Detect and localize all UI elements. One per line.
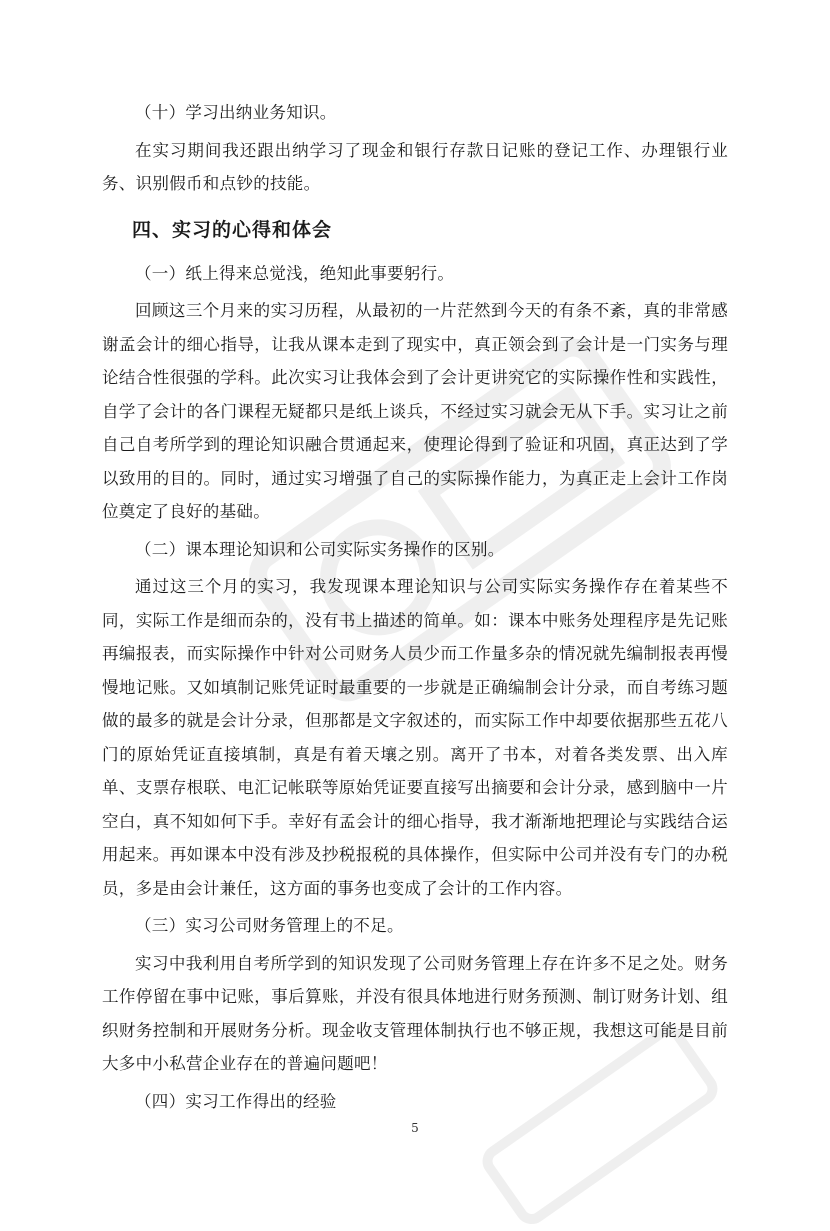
subsection-4-title: （四）实习工作得出的经验 <box>135 1091 337 1111</box>
chapter-heading: 四、实习的心得和体会 <box>132 218 333 241</box>
subsection-3-body: 实习中我利用自考所学到的知识发现了公司财务管理上存在许多不足之处。财务工作停留在事中记账，事后算账，并没有很具体地进行财务预测、制订财务计划、组织财务控制和开展财务分析。现金收支管理体制执行也不够正规，我想这可能是目前大多中小私营企业存在的普遍问题吧！ <box>102 953 728 1073</box>
subsection-3-title: （三）实习公司财务管理上的不足。 <box>135 916 404 935</box>
document-body <box>102 96 728 1122</box>
subsection-2-title: （二）课本理论知识和公司实际实务操作的区别。 <box>135 539 505 559</box>
subsection-1-title: （一）纸上得来总觉浅，绝知此事要躬行。 <box>135 263 455 283</box>
page-number: 5 <box>411 1121 419 1135</box>
subsection-1-body: 回顾这三个月来的实习历程，从最初的一片茫然到今天的有条不紊，真的非常感谢孟会计的细心指导，让我从课本走到了现实中，真正领会到了会计是一门实务与理论结合性很强的学科。此次实习让我体会到了会计更讲究它的实际操作性和实践性，自学了会计的各门课程无疑都只是纸上谈兵，不经过实习就会无从下手。实习让之前自己自考所学到的理论知识融合贯通起来，使理论得到了验证和巩固，真正达到了学以致用的目的。同时，通过实习增强了自己的实际操作能力，为真正走上会计工作岗位奠定了良好的基础。 <box>102 301 728 521</box>
section-10-body: 在实习期间我还跟出纳学习了现金和银行存款日记账的登记工作、办理银行业务、识别假币和点钞的技能。 <box>102 140 728 193</box>
subsection-2-body: 通过这三个月的实习，我发现课本理论知识与公司实际实务操作存在着某些不同，实际工作是细而杂的，没有书上描述的简单。如：课本中账务处理程序是先记账再编报表，而实际操作中针对公司财务人员少而工作量多杂的情况就先编制报表再慢慢地记账。又如填制记账凭证时最重要的一步就是正确编制会计分录，而自考练习题做的最多的就是会计分录，但那都是文字叙述的，而实际工作中却要依据那些五花八门的原始凭证直接填制，真是有着天壤之别。离开了书本，对着各类发票、出入库单、支票存根联、电汇记帐联等原始凭证要直接写出摘要和会计分录，感到脑中一片空白，真不知如何下手。幸好有孟会计的细心指导，我才渐渐地把理论与实践结合运用起来。再如课本中没有涉及抄税报税的具体操作，但实际中公司并没有专门的办税员，多是由会计兼任，这方面的事务也变成了会计的工作内容。 <box>102 577 728 898</box>
section-10-title: （十）学习出纳业务知识。 <box>135 103 337 122</box>
